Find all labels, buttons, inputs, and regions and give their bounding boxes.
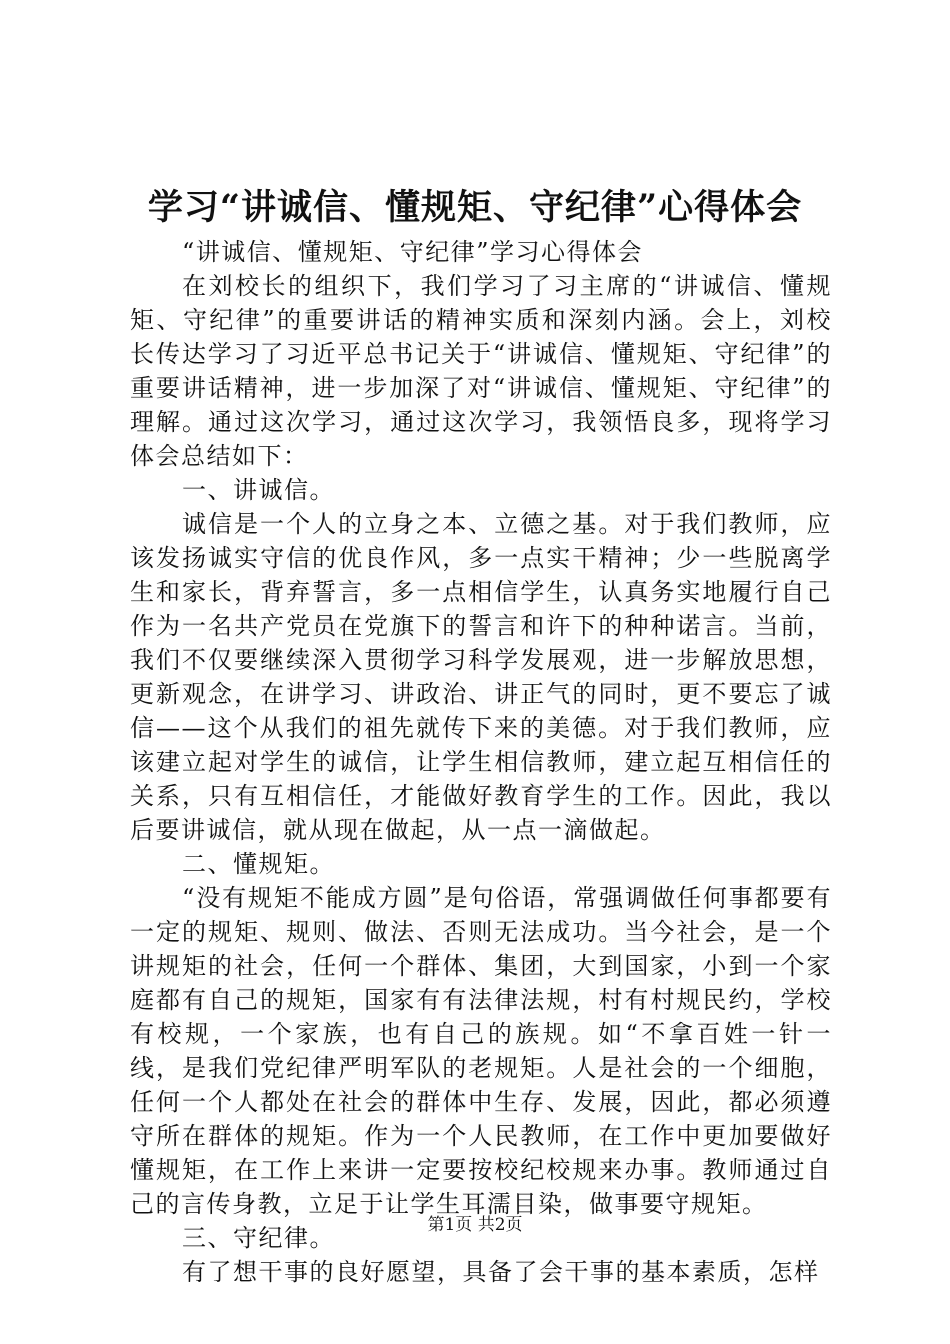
intro-paragraph: 在刘校长的组织下，我们学习了习主席的“讲诚信、懂规矩、守纪律”的重要讲话的精神实质和深刻内涵。会上，刘校长传达学习了习近平总书记关于“讲诚信、懂规矩、守纪律”的重要讲话精神，进一步加深了对“讲诚信、懂规矩、守纪律”的理解。通过这次学习，通过这次学习，我领悟良多，现将学习体会总结如下： [130,272,832,470]
section-heading-rules: 二、懂规矩。 [182,850,335,878]
page-number-footer: 第1页 共2页 [427,1215,523,1235]
subtitle-paragraph: “讲诚信、懂规矩、守纪律”学习心得体会 [182,238,644,266]
discipline-paragraph: 有了想干事的良好愿望，具备了会干事的基本素质，怎样 [182,1258,820,1286]
rules-paragraph: “没有规矩不能成方圆”是句俗语，常强调做任何事都要有一定的规矩、规则、做法、否则无法成功。当今社会，是一个讲规矩的社会，任何一个群体、集团，大到国家，小到一个家庭都有自己的规矩，国家有有法律法规，村有村规民约，学校有校规，一个家族，也有自己的族规。如“不拿百姓一针一线，是我们党纪律严明军队的老规矩。人是社会的一个细胞，任何一个人都处在社会的群体中生存、发展，因此，都必须遵守所在群体的规矩。作为一个人民教师，在工作中更加要做好懂规矩，在工作上来讲一定要按校纪校规来办事。教师通过自己的言传身教，立足于让学生耳濡目染，做事要守规矩。 [130,884,832,1218]
section-heading-discipline: 三、守纪律。 [182,1224,335,1252]
document-title: 学习“讲诚信、懂规矩、守纪律”心得体会 [147,187,803,228]
honesty-paragraph: 诚信是一个人的立身之本、立德之基。对于我们教师，应该发扬诚实守信的优良作风，多一点实干精神；少一些脱离学生和家长，背弃誓言，多一点相信学生，认真务实地履行自己作为一名共产党员在党旗下的誓言和许下的种种诺言。当前，我们不仅要继续深入贯彻学习科学发展观，进一步解放思想，更新观念，在讲学习、讲政治、讲正气的同时，更不要忘了诚信——这个从我们的祖先就传下来的美德。对于我们教师，应该建立起对学生的诚信，让学生相信教师，建立起互相信任的关系，只有互相信任，才能做好教育学生的工作。因此，我以后要讲诚信，就从现在做起，从一点一滴做起。 [130,510,832,844]
section-heading-honesty: 一、讲诚信。 [182,476,335,504]
document-body [130,235,832,1289]
